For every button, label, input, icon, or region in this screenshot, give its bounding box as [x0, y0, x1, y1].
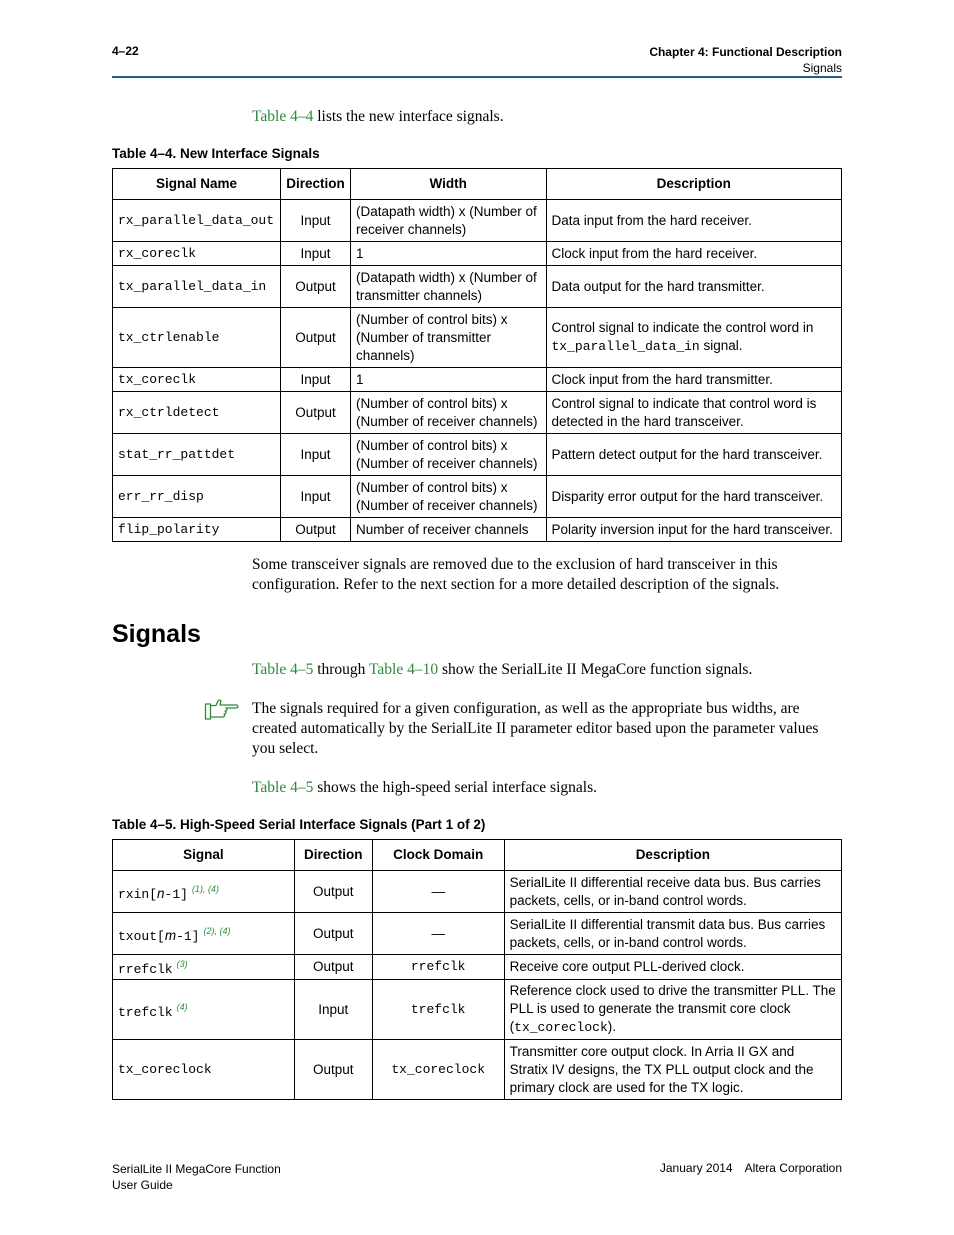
width: 1 [350, 368, 546, 392]
direction: Input [280, 200, 350, 242]
description: Receive core output PLL-derived clock. [504, 955, 841, 980]
high-speed-intro-paragraph [252, 778, 842, 798]
table-row [113, 242, 842, 266]
column-header: Signal Name [113, 169, 281, 200]
doc-subtitle: User Guide [112, 1178, 173, 1192]
direction: Output [280, 308, 350, 368]
description [546, 308, 842, 368]
width: (Datapath width) x (Number of receiver channels) [350, 200, 546, 242]
footnote-ref[interactable]: (1), (4) [191, 883, 219, 894]
column-header: Direction [280, 169, 350, 200]
signal-name: rx_coreclk [113, 242, 281, 266]
table-4-4-link[interactable]: Table 4–4 [252, 108, 314, 125]
pointing-hand-icon [204, 697, 240, 721]
table-4-5-link[interactable]: Table 4–5 [252, 661, 314, 678]
direction: Input [280, 368, 350, 392]
signal-name [113, 913, 295, 955]
column-header: Description [504, 840, 841, 871]
column-header: Signal [113, 840, 295, 871]
table-row [113, 913, 842, 955]
table-row [113, 871, 842, 913]
publication-date: January 2014 [659, 1161, 733, 1175]
description: SerialLite II differential receive data bus. Bus carries packets, cells, or in-band control words. [504, 871, 841, 913]
description: Polarity inversion input for the hard transceiver. [546, 518, 842, 542]
signal-name [113, 980, 295, 1040]
signal-text: txout[ [118, 928, 165, 944]
signal-name: err_rr_disp [113, 476, 281, 518]
direction: Output [280, 392, 350, 434]
clock-domain: — [372, 913, 504, 955]
description-text: Control signal to indicate the control word in [551, 320, 814, 335]
signal-reference: tx_coreclock [514, 1020, 608, 1035]
direction: Input [280, 476, 350, 518]
table-row [113, 434, 842, 476]
note-text: The signals required for a given configuration, as well as the appropriate bus widths, are created automatically by the SerialLite II parameter editor based upon the parameter values you select. [252, 700, 819, 757]
width: (Number of control bits) x (Number of receiver channels) [350, 392, 546, 434]
description: SerialLite II differential transmit data bus. Bus carries packets, cells, or in-band control words. [504, 913, 841, 955]
footer-meta [660, 1161, 842, 1175]
table-row [113, 980, 842, 1040]
direction: Input [294, 980, 372, 1040]
signal-name [113, 1040, 295, 1100]
company-name: Altera Corporation [744, 1161, 842, 1175]
width: (Number of control bits) x (Number of receiver channels) [350, 476, 546, 518]
direction: Output [280, 266, 350, 308]
new-interface-signals-table [112, 168, 842, 542]
column-header: Description [546, 169, 842, 200]
paragraph-text: through [313, 661, 370, 678]
description: Disparity error output for the hard transceiver. [546, 476, 842, 518]
width: 1 [350, 242, 546, 266]
table-4-5-link[interactable]: Table 4–5 [252, 779, 314, 796]
footnote-ref[interactable]: (2), (4) [203, 925, 231, 936]
page-number: 4–22 [112, 44, 139, 58]
table-4-10-link[interactable]: Table 4–10 [369, 661, 439, 678]
description: Data output for the hard transmitter. [546, 266, 842, 308]
signal-reference: tx_parallel_data_in [551, 339, 700, 354]
width: (Number of control bits) x (Number of transmitter channels) [350, 308, 546, 368]
signal-text: -1] [176, 928, 200, 944]
table-row [113, 955, 842, 980]
clock-domain: — [372, 871, 504, 913]
description: Data input from the hard receiver. [546, 200, 842, 242]
description: Clock input from the hard receiver. [546, 242, 842, 266]
signal-name: stat_rr_pattdet [113, 434, 281, 476]
section-heading: Signals [112, 620, 201, 648]
description-text: signal. [699, 338, 743, 353]
direction: Output [294, 871, 372, 913]
signal-variable: n [157, 885, 165, 901]
column-header: Direction [294, 840, 372, 871]
description: Clock input from the hard transmitter. [546, 368, 842, 392]
description [504, 980, 841, 1040]
footer-document-title [112, 1161, 281, 1193]
table-row [113, 476, 842, 518]
table-row [113, 308, 842, 368]
signal-name: flip_polarity [113, 518, 281, 542]
table-header-row [113, 169, 842, 200]
table-row [113, 518, 842, 542]
section-name: Signals [802, 61, 842, 75]
width: (Datapath width) x (Number of transmitter channels) [350, 266, 546, 308]
description: Control signal to indicate that control word is detected in the hard transceiver. [546, 392, 842, 434]
signal-name: tx_ctrlenable [113, 308, 281, 368]
direction: Input [280, 434, 350, 476]
footnote-ref[interactable]: (3) [176, 959, 188, 969]
intro-paragraph [252, 107, 842, 127]
signal-text: tx_coreclock [118, 1062, 212, 1077]
header-rule [112, 76, 842, 78]
table-header-row [113, 840, 842, 871]
signal-text: trefclk [118, 1004, 173, 1020]
signal-variable: m [164, 927, 177, 943]
paragraph-text: show the SerialLite II MegaCore function signals. [438, 661, 753, 678]
signal-name: tx_coreclk [113, 368, 281, 392]
signal-name: rx_parallel_data_out [113, 200, 281, 242]
direction: Input [280, 242, 350, 266]
description: Pattern detect output for the hard transceiver. [546, 434, 842, 476]
signal-text: rrefclk [118, 962, 173, 977]
intro-text: lists the new interface signals. [313, 108, 504, 125]
direction: Output [294, 913, 372, 955]
table2-caption: Table 4–5. High-Speed Serial Interface Signals (Part 1 of 2) [112, 817, 486, 832]
description: Transmitter core output clock. In Arria II GX and Stratix IV designs, the TX PLL output clock and the primary clock are used for the TX logic. [504, 1040, 841, 1100]
signal-name [113, 871, 295, 913]
column-header: Clock Domain [372, 840, 504, 871]
removed-signals-paragraph: Some transceiver signals are removed due to the exclusion of hard transceiver in this configuration. Refer to the next section for a more detailed description of the signals. [252, 556, 780, 593]
table-row [113, 1040, 842, 1100]
doc-title: SerialLite II MegaCore Function [112, 1162, 281, 1176]
table1-caption: Table 4–4. New Interface Signals [112, 146, 320, 161]
table-row [113, 368, 842, 392]
signal-text: rxin[ [118, 886, 158, 902]
signal-text: -1] [164, 886, 188, 902]
table-row [113, 392, 842, 434]
signal-name: rx_ctrldetect [113, 392, 281, 434]
table-row [113, 200, 842, 242]
direction: Output [294, 1040, 372, 1100]
clock-domain: rrefclk [372, 955, 504, 980]
running-header [649, 44, 842, 76]
width: Number of receiver channels [350, 518, 546, 542]
high-speed-serial-signals-table [112, 839, 842, 1100]
description-text: Reference clock used to drive the transmitter PLL. The PLL is used to generate the transmit core clock ( [509, 983, 836, 1034]
table-row [113, 266, 842, 308]
clock-domain: trefclk [372, 980, 504, 1040]
signal-name [113, 955, 295, 980]
direction: Output [294, 955, 372, 980]
width: (Number of control bits) x (Number of receiver channels) [350, 434, 546, 476]
footnote-ref[interactable]: (4) [176, 1001, 188, 1012]
clock-domain: tx_coreclock [372, 1040, 504, 1100]
description-text: ). [607, 1019, 617, 1034]
paragraph-text: shows the high-speed serial interface signals. [313, 779, 597, 796]
chapter-title: Chapter 4: Functional Description [649, 45, 842, 59]
signals-range-paragraph [252, 660, 842, 680]
column-header: Width [350, 169, 546, 200]
direction: Output [280, 518, 350, 542]
signal-name: tx_parallel_data_in [113, 266, 281, 308]
